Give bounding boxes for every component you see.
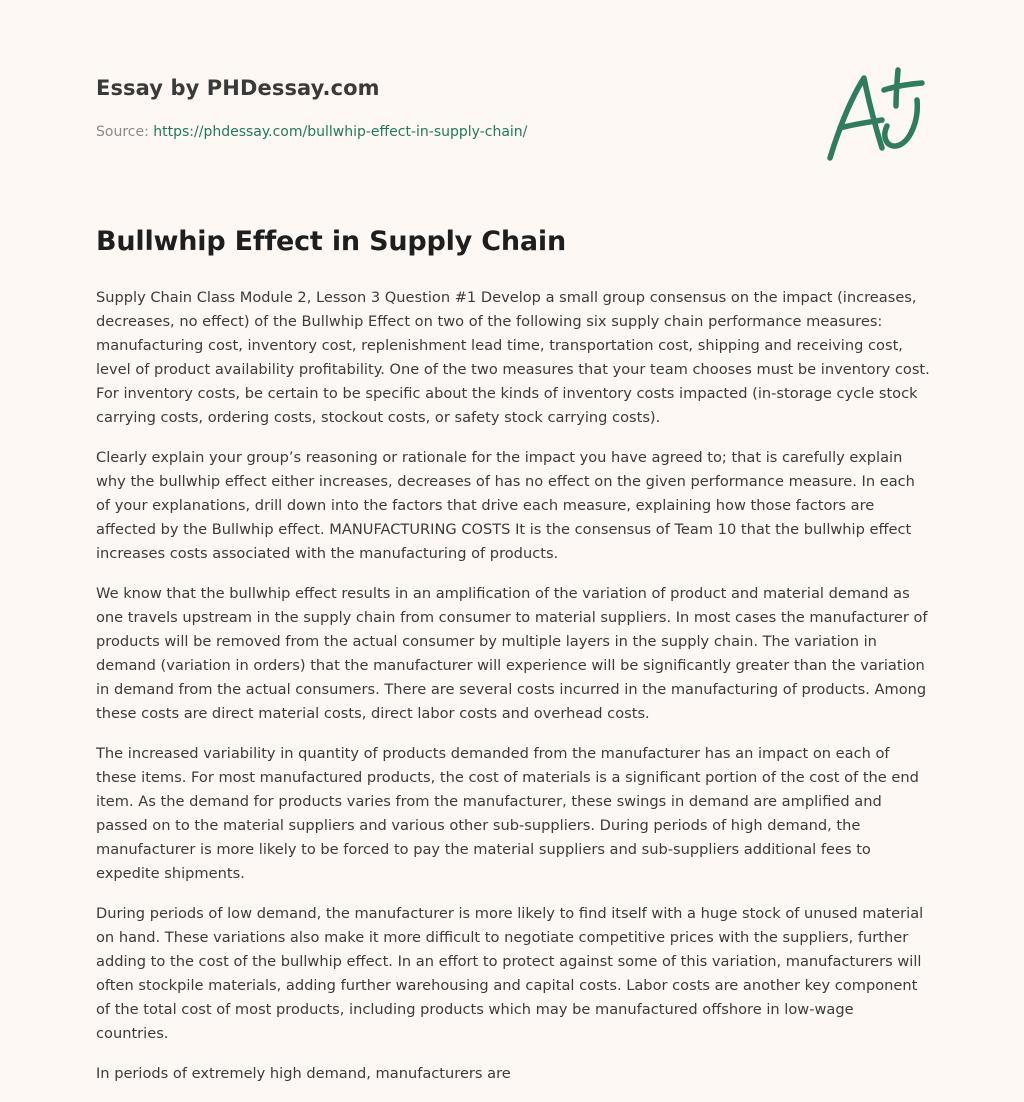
essay-paragraph: Clearly explain your group’s reasoning or rationale for the impact you have agreed to; that is carefully explain why the bullwhip effect either increases, decreases of has no effect on the given performance measure. In each of your explanations, drill down into the factors that drive each measure, explaining how those factors are affected by the Bullwhip effect. MANUFACTURING COSTS It is the consensus of Team 10 that the bullwhip effect increases costs associated with the manufacturing of products. [96, 449, 915, 562]
essay-paragraph: In periods of extremely high demand, manufacturers are [96, 1065, 511, 1082]
a-plus-logo-icon [824, 66, 928, 166]
essay-paragraph: During periods of low demand, the manufacturer is more likely to find itself with a huge stock of unused material on hand. These variations also make it more difficult to negotiate competitive prices with the suppliers, further adding to the cost of the bullwhip effect. In an effort to protect against some of this variation, manufacturers will often stockpile materials, adding further warehousing and capital costs. Labor costs are another key component of the total cost of most products, including products which may be manufactured offshore in low-wage countries. [96, 905, 924, 1042]
essay-title: Bullwhip Effect in Supply Chain [96, 226, 567, 257]
essay-paragraph: We know that the bullwhip effect results in an amplification of the variation of product and material demand as one travels upstream in the supply chain from consumer to material suppliers. In most cases the manufacturer of products will be removed from the actual consumer by multiple layers in the supply chain. The variation in demand (variation in orders) that the manufacturer will experience will be significantly greater than the variation in demand from the actual consumers. There are several costs incurred in the manufacturing of products. Among these costs are direct material costs, direct labor costs and overhead costs. [96, 585, 928, 722]
source-label: Source: [96, 124, 149, 140]
essay-paragraph: Supply Chain Class Module 2, Lesson 3 Question #1 Develop a small group consensus on the impact (increases, decreases, no effect) of the Bullwhip Effect on two of the following six supply chain performance measures: manufacturing cost, inventory cost, replenishment lead time, transportation cost, shipping and receiving cost, level of product availability profitability. One of the two measures that your team chooses must be inventory cost. For inventory costs, be certain to be specific about the kinds of inventory costs impacted (in-storage cycle stock carrying costs, ordering costs, stockout costs, or safety stock carrying costs). [96, 289, 930, 426]
source-link[interactable]: https://phdessay.com/bullwhip-effect-in-supply-chain/ [153, 124, 528, 140]
page-header [96, 0, 930, 200]
brand-title: Essay by PHDessay.com [96, 76, 380, 100]
essay-body [96, 286, 930, 1102]
essay-paragraph: The increased variability in quantity of products demanded from the manufacturer has an impact on each of these items. For most manufactured products, the cost of materials is a significant portion of the cost of the end item. As the demand for products varies from the manufacturer, these swings in demand are amplified and passed on to the material suppliers and various other sub-suppliers. During periods of high demand, the manufacturer is more likely to be forced to pay the material suppliers and sub-suppliers additional fees to expedite shipments. [96, 745, 919, 882]
essay-page [96, 0, 930, 1082]
source-line [96, 124, 527, 140]
